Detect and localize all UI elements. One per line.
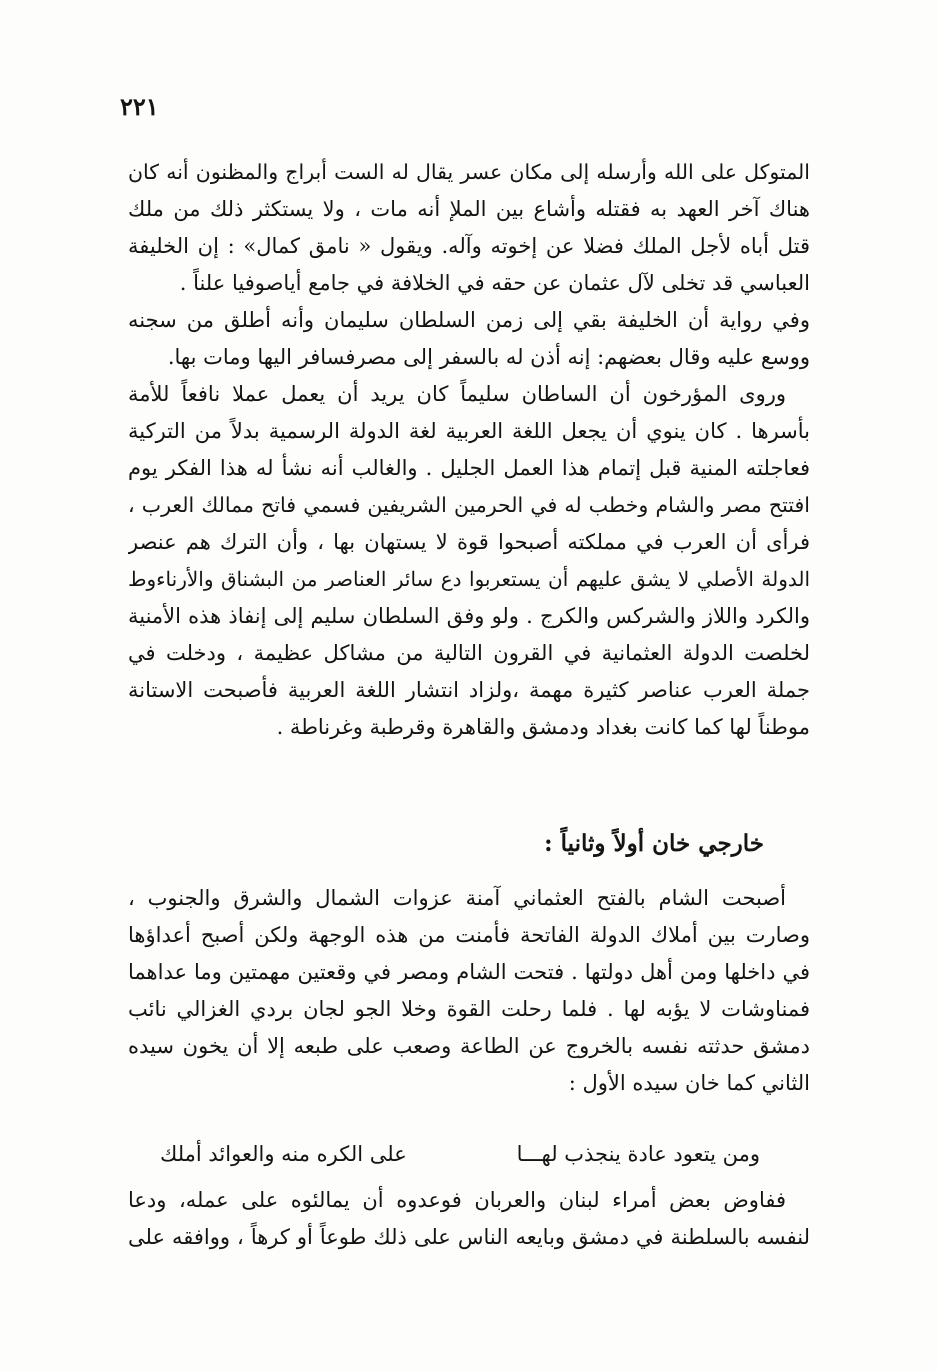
text-line: لخلصت الدولة العثمانية في القرون التالية من مشاكل عظيمة ، ودخلت في [128,641,810,665]
text-line: المتوكل على الله وأرسله إلى مكان عسر يقال له الست أبراج والمظنون أنه كان [128,160,810,184]
text-line: الدولة الأصلي لا يشق عليهم أن يستعربوا دع سائر العناصر من البشناق والأرناءوط [128,567,810,591]
text-line: موطناً لها كما كانت بغداد ودمشق والقاهرة وقرطبة وغرناطة . [276,715,810,739]
text-line: في داخلها ومن أهل دولتها . فتحت الشام ومصر في وقعتين مهمتين وما عداهما [128,960,810,984]
text-line: وفي رواية أن الخليفة بقي إلى زمن السلطان سليمان وأنه أطلق من سجنه [128,308,810,332]
text-line: ففاوض بعض أمراء لبنان والعربان فوعدوه أن يمالئوه على عمله، ودعا [128,1188,786,1212]
text-line: فمناوشات لا يؤبه لها . فلما رحلت القوة وخلا الجو لجان بردي الغزالي نائب [128,997,810,1021]
poetry-verse [160,1134,760,1174]
verse-first-hemistich: ومن يتعود عادة ينجذب لهـــا [516,1142,760,1166]
text-line: بأسرها . كان ينوي أن يجعل اللغة العربية لغة الدولة الرسمية بدلاً من التركية [128,419,810,443]
text-line: افتتح مصر والشام وخطب له في الحرمين الشريفين فسمي فاتح ممالك العرب ، [128,493,810,517]
verse-second-hemistich: على الكره منه والعوائد أملك [160,1142,407,1166]
section-heading: خارجي خان أولاً وثانياً : [544,830,764,857]
body-text [128,154,810,746]
text-line: جملة العرب عناصر كثيرة مهمة ،ولزاد انتشار اللغة العربية فأصبحت الاستانة [128,678,810,702]
page-number: ٢٢١ [120,92,159,121]
text-line: العباسي قد تخلى لآل عثمان عن حقه في الخلافة في جامع أياصوفيا علناً . [179,271,810,295]
text-line: والكرد واللاز والشركس والكرج . ولو وفق السلطان سليم إلى إنفاذ هذه الأمنية [128,604,810,628]
body-text [128,880,810,1102]
body-text [128,1182,810,1256]
text-line: وصارت بين أملاك الدولة الفاتحة فأمنت من هذه الوجهة ولكن أصبح أعداؤها [128,923,810,947]
text-line: لنفسه بالسلطنة في دمشق وبايعه الناس على ذلك طوعاً أو كرهاً ، ووافقه على [128,1225,810,1249]
text-line: هناك آخر العهد به فقتله وأشاع بين الملإ أنه مات ، ولا يستكثر ذلك من ملك [128,197,810,221]
text-line: فرأى أن العرب في مملكته أصبحوا قوة لا يستهان بها ، وأن الترك هم عنصر [128,530,810,554]
text-line: الثاني كما خان سيده الأول : [568,1071,810,1095]
text-line: أصبحت الشام بالفتح العثماني آمنة عزوات الشمال والشرق والجنوب ، [128,886,786,910]
text-line: ووسع عليه وقال بعضهم: إنه أذن له بالسفر إلى مصرفسافر اليها ومات بها. [167,345,810,369]
text-line: قتل أباه لأجل الملك فضلا عن إخوته وآله. ويقول « نامق كمال» : إن الخليفة [128,234,810,258]
text-line: دمشق حدثته نفسه بالخروج عن الطاعة وصعب على طبعه إلا أن يخون سيده [128,1034,810,1058]
text-line: فعاجلته المنية قبل إتمام هذا العمل الجليل . والغالب أنه نشأ له هذا الفكر يوم [128,456,810,480]
text-line: وروى المؤرخون أن الساطان سليماً كان يريد أن يعمل عملا نافعاً للأمة [128,382,786,406]
